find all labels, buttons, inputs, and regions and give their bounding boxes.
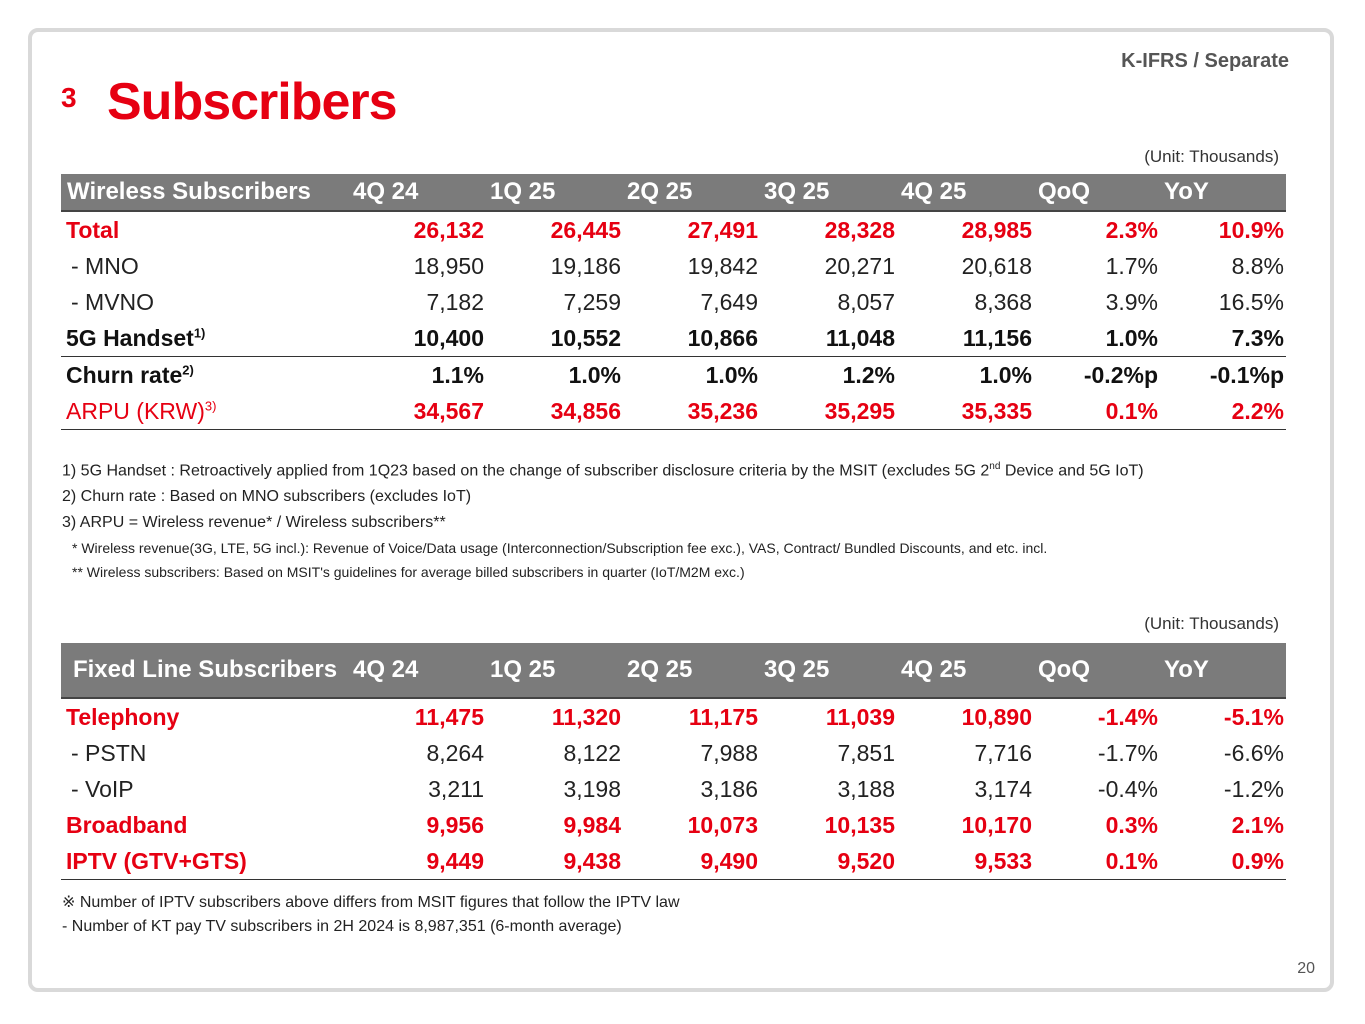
table-row xyxy=(61,357,1286,394)
row-label xyxy=(61,393,349,430)
table-cell: 8,264 xyxy=(426,739,484,766)
header-cell: 1Q 25 xyxy=(486,643,623,698)
fixed-unit-label: (Unit: Thousands) xyxy=(1144,614,1279,633)
row-label: Telephony xyxy=(66,703,180,730)
table-cell: 11,048 xyxy=(825,324,895,351)
table-cell: -6.6% xyxy=(1223,739,1284,766)
page-title: Subscribers xyxy=(107,73,397,131)
table-cell: 3,211 xyxy=(428,775,484,802)
footnote-marker: 2) xyxy=(182,361,194,377)
table-cell: 16.5% xyxy=(1218,288,1284,315)
table-cell: -0.4% xyxy=(1097,775,1158,802)
row-label xyxy=(61,357,349,394)
table-cell: 9,438 xyxy=(486,843,623,880)
row-label: - VoIP xyxy=(71,775,134,802)
row-label-text: Churn rate xyxy=(66,361,183,388)
table-row xyxy=(61,735,1286,771)
header-cell: 2Q 25 xyxy=(623,643,760,698)
row-label: Total xyxy=(66,216,120,243)
footnote-text: Device and 5G IoT) xyxy=(1000,462,1144,480)
header-cell: QoQ xyxy=(1034,643,1160,698)
header-cell: QoQ xyxy=(1034,174,1160,211)
table-cell: 0.1% xyxy=(1034,843,1160,880)
table-cell: 11,039 xyxy=(825,703,895,730)
footnote-sup: nd xyxy=(989,461,1001,472)
table-cell: 1.0% xyxy=(623,357,760,394)
row-label: - MNO xyxy=(71,252,139,279)
footnote-paytv: - Number of KT pay TV subscribers in 2H 2024 is 8,987,351 (6-month average) xyxy=(62,918,622,935)
footnote-text: 1) 5G Handset : Retroactively applied from 1Q23 based on the change of subscriber disclosure criteria by the MSIT (excludes 5G 2 xyxy=(62,462,990,480)
table-cell: 10.9% xyxy=(1218,216,1284,243)
header-cell: Fixed Line Subscribers xyxy=(61,643,349,698)
fixed-line-subscribers-table xyxy=(61,643,1286,880)
fixed-footnotes xyxy=(62,891,680,939)
table-cell: -1.4% xyxy=(1097,703,1158,730)
table-cell: 34,856 xyxy=(486,393,623,430)
header-cell: Wireless Subscribers xyxy=(61,174,349,211)
header-cell: YoY xyxy=(1160,174,1286,211)
footnote-3: 3) ARPU = Wireless revenue* / Wireless subscribers** xyxy=(62,514,446,532)
footnote-marker: 3) xyxy=(204,397,217,413)
table-cell: 1.0% xyxy=(1105,324,1158,351)
table-cell: 19,842 xyxy=(687,252,758,279)
header-cell: 4Q 24 xyxy=(349,174,486,211)
table-cell: 8,057 xyxy=(837,288,895,315)
table-cell: 7.3% xyxy=(1231,324,1284,351)
header-cell: 3Q 25 xyxy=(760,643,897,698)
table-cell: 9,449 xyxy=(349,843,486,880)
footnote-5: ** Wireless subscribers: Based on MSIT's guidelines for average billed subscribers in quarter (IoT/M2M exc.) xyxy=(72,564,745,581)
table-cell: 0.9% xyxy=(1160,843,1286,880)
footnote-4: * Wireless revenue(3G, LTE, 5G incl.): Revenue of Voice/Data usage (Interconnection/Subscription fee exc.), VAS, Contract/ Bundled Discounts, and etc. incl. xyxy=(72,540,1048,557)
row-label-text: ARPU (KRW) xyxy=(66,397,205,424)
table-header-row xyxy=(61,174,1286,211)
table-cell: 7,988 xyxy=(700,739,758,766)
table-header-row xyxy=(61,643,1286,698)
table-cell: 10,552 xyxy=(550,324,621,351)
table-cell: -0.1%p xyxy=(1160,357,1286,394)
table-cell: 10,135 xyxy=(824,811,895,838)
row-label xyxy=(61,320,349,357)
section-number: 3 xyxy=(61,82,77,113)
table-cell: 1.7% xyxy=(1105,252,1158,279)
table-cell: 35,335 xyxy=(897,393,1034,430)
table-cell: -1.2% xyxy=(1223,775,1284,802)
footnote-iptv: ※ Number of IPTV subscribers above differs from MSIT figures that follow the IPTV law xyxy=(62,894,680,911)
table-cell: 9,533 xyxy=(897,843,1034,880)
table-cell: 11,320 xyxy=(551,703,621,730)
table-cell: -1.7% xyxy=(1097,739,1158,766)
table-cell: 34,567 xyxy=(349,393,486,430)
table-cell: 7,182 xyxy=(426,288,484,315)
table-cell: 26,445 xyxy=(550,216,621,243)
table-cell: 35,295 xyxy=(760,393,897,430)
header-cell: YoY xyxy=(1160,643,1286,698)
wireless-footnotes xyxy=(62,454,1144,584)
table-cell: 19,186 xyxy=(550,252,621,279)
table-cell: 8,122 xyxy=(563,739,621,766)
table-row xyxy=(61,698,1286,735)
table-cell: 2.1% xyxy=(1231,811,1284,838)
table-cell: 11,475 xyxy=(414,703,484,730)
table-cell: 7,649 xyxy=(700,288,758,315)
table-cell: 3,174 xyxy=(974,775,1032,802)
table-cell: 11,175 xyxy=(688,703,758,730)
header-cell: 1Q 25 xyxy=(486,174,623,211)
header-cell: 4Q 25 xyxy=(897,174,1034,211)
table-cell: 11,156 xyxy=(962,324,1032,351)
table-cell: 9,956 xyxy=(426,811,484,838)
table-cell: 1.0% xyxy=(897,357,1034,394)
header-cell: 4Q 25 xyxy=(897,643,1034,698)
table-cell: 3,198 xyxy=(563,775,621,802)
table-row xyxy=(61,284,1286,320)
footnote-marker: 1) xyxy=(193,324,206,340)
row-label: - MVNO xyxy=(71,288,155,315)
table-row xyxy=(61,807,1286,843)
table-cell: 2.2% xyxy=(1160,393,1286,430)
table-cell: 18,950 xyxy=(413,252,484,279)
table-cell: 3,186 xyxy=(700,775,758,802)
footnote-1 xyxy=(62,454,1144,484)
table-cell: -5.1% xyxy=(1223,703,1284,730)
table-cell: 10,866 xyxy=(687,324,758,351)
footnote-2: 2) Churn rate : Based on MNO subscribers (excludes IoT) xyxy=(62,488,472,506)
table-cell: 1.0% xyxy=(486,357,623,394)
table-cell: 3.9% xyxy=(1105,288,1158,315)
table-cell: 10,073 xyxy=(687,811,758,838)
accounting-basis: K-IFRS / Separate xyxy=(1121,50,1289,72)
table-cell: 20,271 xyxy=(824,252,895,279)
table-cell: 8,368 xyxy=(974,288,1032,315)
table-cell: 27,491 xyxy=(687,216,758,243)
page-number: 20 xyxy=(1297,960,1315,977)
table-row xyxy=(61,843,1286,880)
table-cell: 7,259 xyxy=(563,288,621,315)
table-cell: 7,716 xyxy=(974,739,1032,766)
table-cell: 20,618 xyxy=(961,252,1032,279)
table-cell: 28,985 xyxy=(961,216,1032,243)
table-cell: 9,490 xyxy=(623,843,760,880)
table-cell: 10,890 xyxy=(961,703,1032,730)
table-row xyxy=(61,771,1286,807)
table-cell: 2.3% xyxy=(1105,216,1158,243)
row-label-text: 5G Handset xyxy=(66,324,194,351)
table-cell: 9,520 xyxy=(760,843,897,880)
table-cell: 1.2% xyxy=(760,357,897,394)
table-cell: 3,188 xyxy=(837,775,895,802)
row-label: - PSTN xyxy=(71,739,147,766)
table-cell: 35,236 xyxy=(623,393,760,430)
table-cell: 10,170 xyxy=(961,811,1032,838)
header-cell: 3Q 25 xyxy=(760,174,897,211)
table-cell: 9,984 xyxy=(563,811,621,838)
table-cell: 8.8% xyxy=(1231,252,1284,279)
table-cell: 7,851 xyxy=(837,739,895,766)
table-row xyxy=(61,393,1286,430)
table-cell: 1.1% xyxy=(349,357,486,394)
table-cell: 0.3% xyxy=(1105,811,1158,838)
wireless-unit-label: (Unit: Thousands) xyxy=(1144,147,1279,166)
table-cell: -0.2%p xyxy=(1034,357,1160,394)
table-cell: 28,328 xyxy=(824,216,895,243)
header-cell: 2Q 25 xyxy=(623,174,760,211)
table-cell: 0.1% xyxy=(1034,393,1160,430)
table-row xyxy=(61,320,1286,357)
wireless-subscribers-table xyxy=(61,174,1286,430)
table-row xyxy=(61,248,1286,284)
row-label: Broadband xyxy=(66,811,188,838)
table-row xyxy=(61,211,1286,248)
header-cell: 4Q 24 xyxy=(349,643,486,698)
row-label: IPTV (GTV+GTS) xyxy=(61,843,349,880)
table-cell: 26,132 xyxy=(413,216,484,243)
table-cell: 10,400 xyxy=(413,324,484,351)
